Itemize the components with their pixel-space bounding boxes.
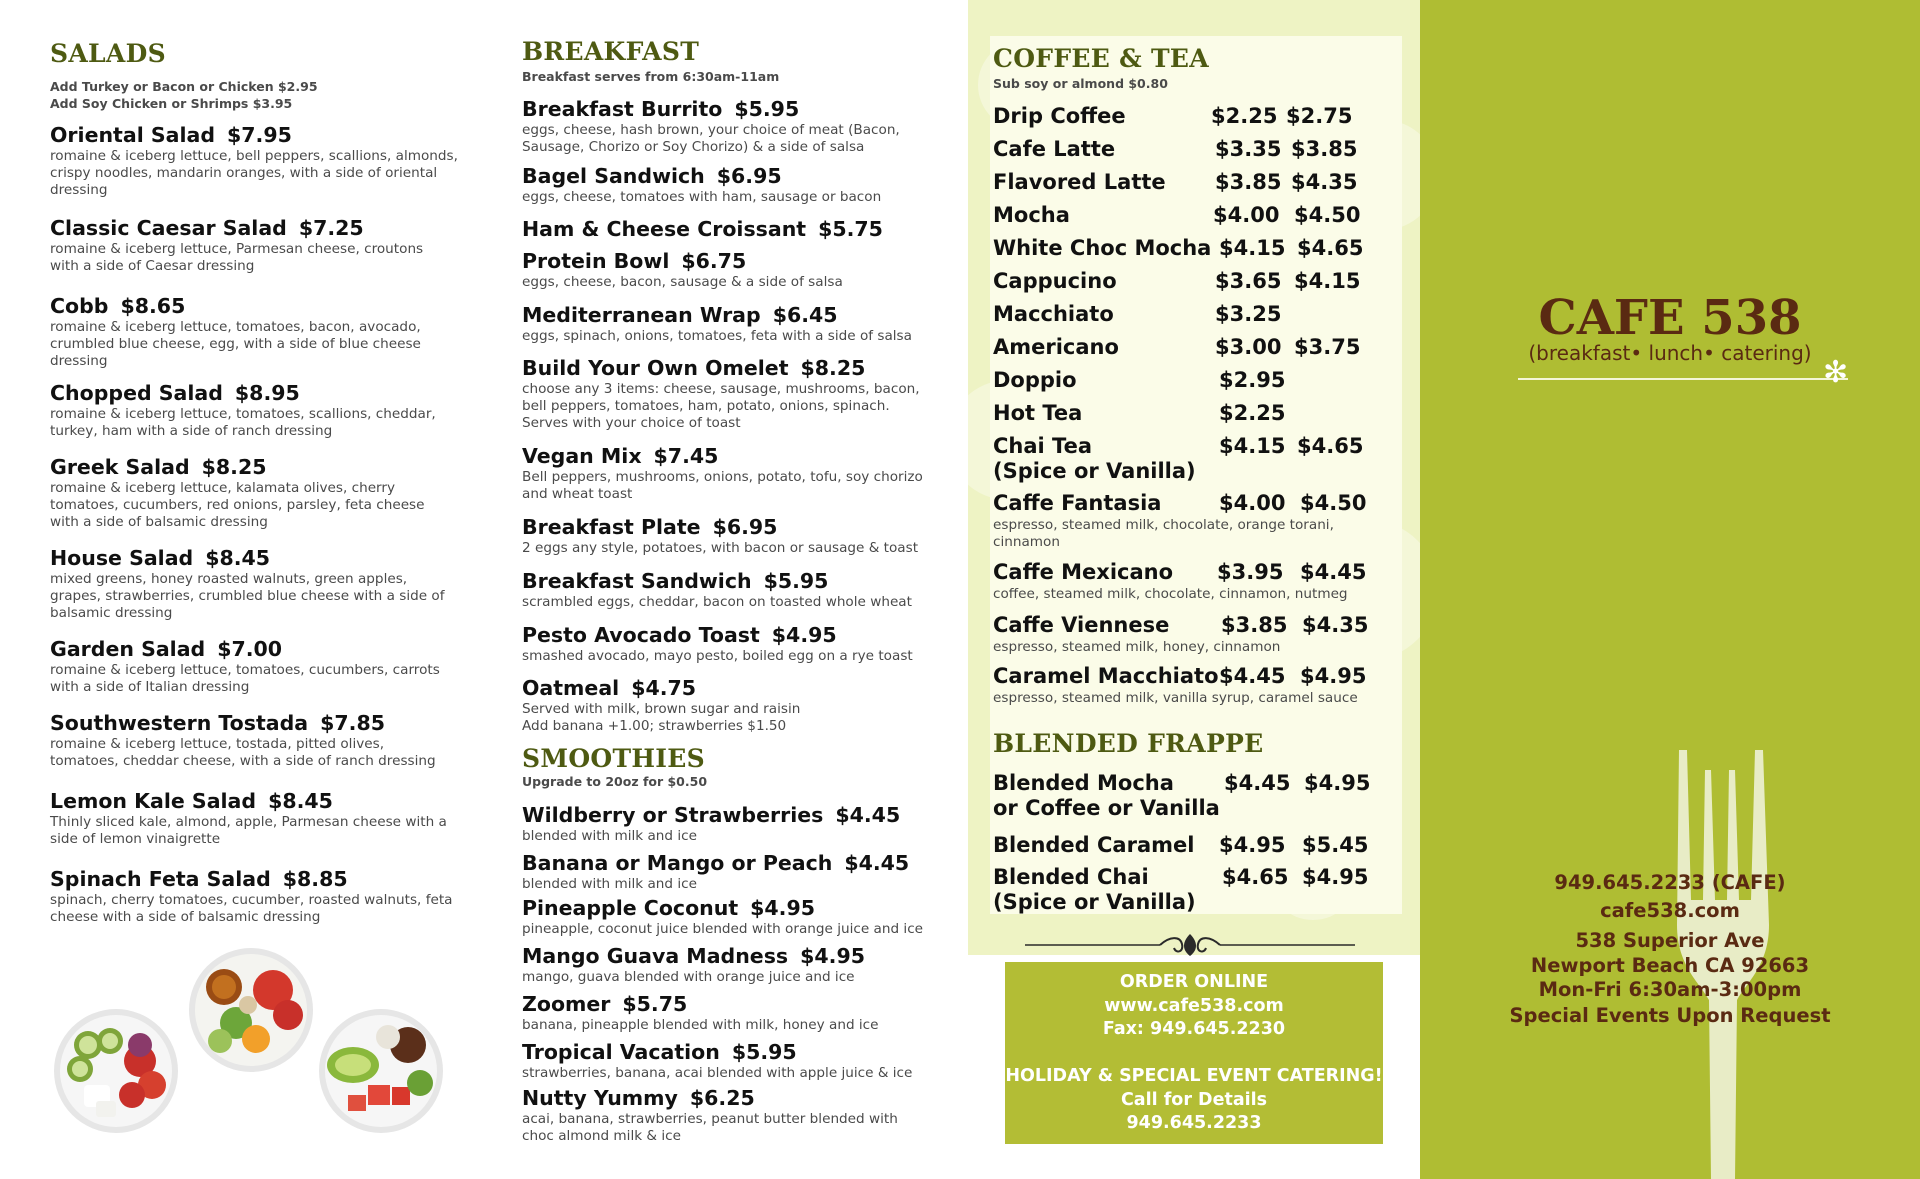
menu-item-title: Pesto Avocado Toast: [522, 623, 760, 647]
coffee-price-small: $3.95: [1217, 560, 1284, 584]
menu-item-description: mixed greens, honey roasted walnuts, green apples,: [50, 571, 408, 587]
menu-item-description: with a side of Caesar dressing: [50, 258, 255, 274]
coffee-price-small: $3.25: [1215, 302, 1282, 326]
menu-item-title: Mango Guava Madness: [522, 944, 789, 968]
coffee-item-name: Flavored Latte: [993, 170, 1166, 194]
menu-item-description: side of lemon vinaigrette: [50, 831, 221, 847]
coffee-item-name: Cappucino: [993, 269, 1117, 293]
coffee-title: COFFEE & TEA: [993, 44, 1209, 73]
menu-item-price: $4.95: [771, 623, 837, 647]
order-catering: HOLIDAY & SPECIAL EVENT CATERING!: [1005, 1066, 1383, 1086]
menu-item-price: $4.75: [631, 676, 697, 700]
menu-item-title: Breakfast Plate: [522, 515, 701, 539]
menu-item-description: romaine & iceberg lettuce, tostada, pitted olives,: [50, 736, 385, 752]
coffee-item-description: espresso, steamed milk, vanilla syrup, caramel sauce: [993, 690, 1358, 706]
menu-item-description: dressing: [50, 182, 108, 198]
coffee-price-small: $4.00: [1213, 203, 1280, 227]
menu-item-title: Classic Caesar Salad: [50, 216, 287, 240]
menu-item-name: [522, 943, 952, 969]
menu-item-description: cheese with a side of balsamic dressing: [50, 909, 321, 925]
menu-item-title: Wildberry or Strawberries: [522, 803, 824, 827]
frappe-item-name-line2: (Spice or Vanilla): [993, 890, 1196, 914]
menu-item: [522, 216, 952, 242]
smoothies-title: SMOOTHIES: [522, 744, 706, 773]
menu-item-description: blended with milk and ice: [522, 828, 697, 844]
menu-item-description: mango, guava blended with orange juice and ice: [522, 969, 855, 985]
menu-item-name: [522, 1085, 952, 1111]
menu-item-title: Build Your Own Omelet: [522, 356, 789, 380]
menu-item: [522, 514, 952, 557]
menu-item: [50, 710, 480, 770]
menu-item-name: [522, 443, 952, 469]
coffee-item-name: Drip Coffee: [993, 104, 1126, 128]
menu-item-price: $5.75: [622, 992, 688, 1016]
menu-item-description: balsamic dressing: [50, 605, 173, 621]
coffee-price-small: $2.25: [1211, 104, 1278, 128]
coffee-price-large: $4.50: [1294, 203, 1361, 227]
menu-item-price: $7.45: [653, 444, 719, 468]
menu-item-title: Greek Salad: [50, 455, 190, 479]
menu-item-name: [50, 636, 480, 662]
menu-item-description: scrambled eggs, cheddar, bacon on toasted whole wheat: [522, 594, 912, 610]
menu-item-title: Zoomer: [522, 992, 611, 1016]
menu-item: [522, 850, 952, 893]
menu-item-title: House Salad: [50, 546, 194, 570]
menu-item-price: $7.95: [227, 123, 292, 147]
menu-item-title: Cobb: [50, 294, 109, 318]
breakfast-title: BREAKFAST: [522, 37, 700, 66]
coffee-price-large: $2.75: [1286, 104, 1353, 128]
menu-item-price: $8.95: [234, 381, 300, 405]
frappe-title: BLENDED FRAPPE: [993, 729, 1264, 758]
coffee-price-large: $4.65: [1297, 434, 1364, 458]
menu-item: [50, 636, 480, 696]
menu-item-price: $8.25: [800, 356, 866, 380]
menu-item-name: [522, 622, 952, 648]
coffee-price-large: $4.65: [1297, 236, 1364, 260]
coffee-item-name: Cafe Latte: [993, 137, 1116, 161]
menu-item-title: Oatmeal: [522, 676, 620, 700]
brand-tagline: (breakfast• lunch• catering): [1528, 341, 1812, 365]
salads-addon: Add Soy Chicken or Shrimps $3.95: [50, 96, 293, 111]
order-website-link[interactable]: www.cafe538.com: [1104, 995, 1284, 1016]
coffee-item-name-line2: (Spice or Vanilla): [993, 459, 1196, 483]
salad-bowl-egg: [189, 948, 313, 1072]
menu-item-description: acai, banana, strawberries, peanut butter blended with: [522, 1111, 898, 1127]
menu-item-description: tomatoes, cheddar cheese, with a side of ranch dressing: [50, 753, 436, 769]
menu-item-name: [50, 454, 480, 480]
coffee-price-small: $4.00: [1219, 491, 1286, 515]
menu-item: [50, 788, 480, 848]
order-spacer: [1005, 1042, 1383, 1066]
frappe-item-name: Blended Caramel: [993, 833, 1195, 857]
menu-item-title: Protein Bowl: [522, 249, 670, 273]
coffee-item-name: Hot Tea: [993, 401, 1083, 425]
menu-item-description: eggs, cheese, hash brown, your choice of meat (Bacon,: [522, 122, 900, 138]
menu-item: [522, 895, 952, 938]
menu-item-name: [522, 302, 952, 328]
menu-item-description: Bell peppers, mushrooms, onions, potato, tofu, soy chorizo: [522, 469, 923, 485]
menu-item-name: [522, 96, 952, 122]
menu-item: [522, 163, 952, 206]
menu-item-title: Mediterranean Wrap: [522, 303, 761, 327]
order-fax: Fax: 949.645.2230: [1102, 1019, 1286, 1039]
menu-item-description: romaine & iceberg lettuce, tomatoes, scallions, cheddar,: [50, 406, 436, 422]
menu-item-price: $8.45: [268, 789, 333, 813]
menu-item-title: Oriental Salad: [50, 123, 215, 147]
salads-addons: [50, 78, 470, 112]
coffee-item-name: White Choc Mocha: [993, 236, 1212, 260]
menu-item-price: $5.95: [731, 1040, 797, 1064]
coffee-item-name: Macchiato: [993, 302, 1114, 326]
menu-item-price: $7.25: [298, 216, 364, 240]
menu-item: [522, 1085, 952, 1145]
menu-item: [522, 622, 952, 665]
coffee-price-small: $2.95: [1219, 368, 1286, 392]
menu-item: [50, 215, 480, 275]
coffee-item-name: Caffe Mexicano: [993, 560, 1174, 584]
coffee-item-name: Caffe Fantasia: [993, 491, 1162, 515]
menu-item: [522, 96, 952, 156]
menu-item-title: Lemon Kale Salad: [50, 789, 257, 813]
coffee-price-large: $3.85: [1291, 137, 1358, 161]
menu-item-description: with a side of Italian dressing: [50, 679, 250, 695]
brand-divider: [1518, 378, 1848, 380]
menu-item-description: smashed avocado, mayo pesto, boiled egg on a rye toast: [522, 648, 913, 664]
frappe-price-large: $4.95: [1302, 865, 1369, 889]
menu-item-price: $7.85: [320, 711, 385, 735]
menu-item-description: spinach, cherry tomatoes, cucumber, roasted walnuts, feta: [50, 892, 453, 908]
menu-item-name: [522, 163, 952, 189]
menu-item-title: Ham & Cheese Croissant: [522, 217, 807, 241]
order-online-box: [1005, 962, 1383, 1144]
menu-item-name: [522, 514, 952, 540]
menu-item-price: $6.25: [689, 1086, 755, 1110]
menu-item: [522, 568, 952, 611]
menu-item-description: crumbled blue cheese, egg, with a side of blue cheese: [50, 336, 421, 352]
menu-item-price: $6.45: [772, 303, 838, 327]
menu-item-name: [522, 1039, 952, 1065]
menu-item-description: eggs, cheese, tomatoes with ham, sausage or bacon: [522, 189, 882, 205]
frappe-price-small: $4.95: [1219, 833, 1286, 857]
coffee-price-small: $3.35: [1215, 137, 1282, 161]
coffee-price-small: $4.15: [1219, 434, 1286, 458]
frappe-item-name-line2: or Coffee or Vanilla: [993, 796, 1220, 820]
coffee-item-name: Chai Tea: [993, 434, 1092, 458]
menu-item-description: strawberries, banana, acai blended with apple juice & ice: [522, 1065, 913, 1081]
menu-item-name: [50, 293, 480, 319]
menu-item: [522, 248, 952, 291]
coffee-item-description: coffee, steamed milk, chocolate, cinnamon, nutmeg: [993, 586, 1348, 602]
menu-item-description: tomatoes, cucumbers, red onions, parsley, feta cheese: [50, 497, 425, 513]
menu-item-name: [522, 802, 952, 828]
coffee-item-name: Americano: [993, 335, 1119, 359]
menu-item-description: romaine & iceberg lettuce, tomatoes, bacon, avocado,: [50, 319, 421, 335]
menu-item-title: Breakfast Sandwich: [522, 569, 752, 593]
menu-item-price: $4.45: [844, 851, 910, 875]
brand-website[interactable]: cafe538.com: [1600, 899, 1740, 922]
coffee-price-large: $4.95: [1300, 664, 1367, 688]
menu-item-description: pineapple, coconut juice blended with orange juice and ice: [522, 921, 924, 937]
menu-item-title: Tropical Vacation: [522, 1040, 720, 1064]
menu-item: [522, 443, 952, 503]
menu-item-description: choc almond milk & ice: [522, 1128, 681, 1144]
menu-item-description: with a side of balsamic dressing: [50, 514, 268, 530]
frappe-price-large: $5.45: [1302, 833, 1369, 857]
coffee-item-description: espresso, steamed milk, honey, cinnamon: [993, 639, 1281, 655]
menu-item-description: romaine & iceberg lettuce, tomatoes, cucumbers, carrots: [50, 662, 440, 678]
brand-events: Special Events Upon Request: [1509, 1004, 1831, 1027]
menu-item-title: Garden Salad: [50, 637, 206, 661]
menu-item-title: Banana or Mango or Peach: [522, 851, 833, 875]
menu-item-price: $5.75: [818, 217, 883, 241]
coffee-price-small: $3.00: [1215, 335, 1282, 359]
order-line: ORDER ONLINE: [1119, 972, 1269, 992]
menu-item-name: [522, 248, 952, 274]
menu-item-name: [522, 991, 952, 1017]
menu-item-price: $8.65: [120, 294, 186, 318]
ornament-divider: [1020, 930, 1360, 960]
brand-phone[interactable]: 949.645.2233 (CAFE): [1554, 871, 1786, 894]
smoothies-subtitle: Upgrade to 20oz for $0.50: [522, 774, 708, 789]
salads-title: SALADS: [50, 39, 166, 68]
coffee-price-large: $3.75: [1294, 335, 1361, 359]
menu-item-price: $6.75: [681, 249, 747, 273]
coffee-item-description: espresso, steamed milk, chocolate, orange torani,: [993, 517, 1334, 533]
coffee-price-large: $4.35: [1302, 613, 1369, 637]
menu-item-price: $8.25: [201, 455, 267, 479]
brand-address-line1: 538 Superior Ave: [1575, 929, 1765, 952]
menu-item-name: [50, 866, 480, 892]
menu-item-description: 2 eggs any style, potatoes, with bacon or sausage & toast: [522, 540, 919, 556]
menu-item-description: dressing: [50, 353, 108, 369]
menu-item-title: Vegan Mix: [522, 444, 642, 468]
menu-item-description: Serves with your choice of toast: [522, 415, 741, 431]
coffee-price-large: $4.35: [1291, 170, 1358, 194]
coffee-item-name: Mocha: [993, 203, 1070, 227]
menu-item-name: [50, 215, 480, 241]
order-phone: 949.645.2233: [1126, 1113, 1262, 1133]
menu-item-description: grapes, strawberries, crumbled blue cheese with a side of: [50, 588, 445, 604]
menu-item-description: Sausage, Chorizo or Soy Chorizo) & a side of salsa: [522, 139, 865, 155]
menu-item-description: romaine & iceberg lettuce, Parmesan cheese, croutons: [50, 241, 424, 257]
menu-item: [522, 802, 952, 845]
menu-item-name: [522, 850, 952, 876]
menu-item: [50, 122, 480, 199]
menu-item: [50, 866, 480, 926]
brand-hours: Mon-Fri 6:30am-3:00pm: [1538, 978, 1802, 1001]
coffee-item-name: Doppio: [993, 368, 1077, 392]
asterisk-icon: ✻: [1823, 355, 1849, 390]
frappe-item-name: Blended Chai: [993, 865, 1149, 889]
breakfast-subtitle: Breakfast serves from 6:30am-11am: [522, 69, 780, 84]
menu-item-description: and wheat toast: [522, 486, 633, 502]
menu-item-price: $4.45: [835, 803, 901, 827]
menu-item-title: Pineapple Coconut: [522, 896, 739, 920]
coffee-price-small: $3.85: [1221, 613, 1288, 637]
menu-item-name: [522, 568, 952, 594]
menu-item: [50, 545, 480, 622]
salads-addon: Add Turkey or Bacon or Chicken $2.95: [50, 79, 318, 94]
menu-item-title: Nutty Yummy: [522, 1086, 678, 1110]
menu-item: [522, 675, 952, 735]
menu-item-description: romaine & iceberg lettuce, kalamata olives, cherry: [50, 480, 396, 496]
menu-item-name: [522, 675, 952, 701]
menu-item-title: Southwestern Tostada: [50, 711, 309, 735]
menu-item-title: Spinach Feta Salad: [50, 867, 271, 891]
coffee-price-small: $4.45: [1219, 664, 1286, 688]
menu-item-name: [50, 122, 480, 148]
salad-bowl-avocado: [319, 1009, 443, 1133]
brand-name: CAFE 538: [1538, 290, 1802, 346]
menu-item-title: Breakfast Burrito: [522, 97, 723, 121]
menu-item-description: eggs, spinach, onions, tomatoes, feta with a side of salsa: [522, 328, 912, 344]
salad-bowl-cucumber: [54, 1009, 178, 1133]
menu-item-price: $5.95: [734, 97, 800, 121]
menu-item: [50, 380, 480, 440]
menu-item-price: $6.95: [716, 164, 782, 188]
menu-item-description: eggs, cheese, bacon, sausage & a side of salsa: [522, 274, 843, 290]
coffee-item-name: Caffe Viennese: [993, 613, 1170, 637]
menu-item-description: Thinly sliced kale, almond, apple, Parmesan cheese with a: [50, 814, 447, 830]
menu-item-description: romaine & iceberg lettuce, bell peppers, scallions, almonds,: [50, 148, 458, 164]
menu-item: [522, 355, 952, 432]
coffee-item-description: cinnamon: [993, 534, 1060, 550]
menu-item-price: $4.95: [800, 944, 865, 968]
menu-item-title: Bagel Sandwich: [522, 164, 705, 188]
menu-item-name: [522, 895, 952, 921]
menu-item-description: bell peppers, tomatoes, ham, potato, onions, spinach.: [522, 398, 890, 414]
frappe-price-large: $4.95: [1304, 771, 1371, 795]
menu-item-price: $4.95: [750, 896, 815, 920]
menu-item-name: [522, 355, 952, 381]
brand-panel: [1420, 0, 1920, 1179]
menu-item-price: $5.95: [763, 569, 829, 593]
menu-item-description: choose any 3 items: cheese, sausage, mushrooms, bacon,: [522, 381, 920, 397]
menu-item-description: Served with milk, brown sugar and raisin: [522, 701, 801, 717]
menu-item: [522, 1039, 952, 1082]
brand-address-line2: Newport Beach CA 92663: [1530, 954, 1810, 977]
coffee-price-small: $3.65: [1215, 269, 1282, 293]
menu-item-title: Chopped Salad: [50, 381, 223, 405]
menu-item-description: Add banana +1.00; strawberries $1.50: [522, 718, 787, 734]
coffee-price-small: $4.15: [1219, 236, 1286, 260]
coffee-item-name: Caramel Macchiato: [993, 664, 1219, 688]
menu-item-name: [50, 710, 480, 736]
salad-bowls-image: [48, 945, 448, 1135]
coffee-price-small: $2.25: [1219, 401, 1286, 425]
menu-item-description: turkey, ham with a side of ranch dressing: [50, 423, 333, 439]
menu-item-price: $7.00: [217, 637, 283, 661]
coffee-price-large: $4.45: [1300, 560, 1367, 584]
menu-item: [522, 943, 952, 986]
order-call: Call for Details: [1120, 1089, 1268, 1110]
coffee-price-large: $4.15: [1294, 269, 1361, 293]
frappe-price-small: $4.65: [1222, 865, 1289, 889]
menu-item-description: banana, pineapple blended with milk, honey and ice: [522, 1017, 879, 1033]
menu-item-name: [50, 788, 480, 814]
coffee-price-small: $3.85: [1215, 170, 1282, 194]
coffee-price-large: $4.50: [1300, 491, 1367, 515]
menu-item-price: $6.95: [712, 515, 778, 539]
menu-item-name: [522, 216, 952, 242]
menu-item-description: crispy noodles, mandarin oranges, with a side of oriental: [50, 165, 438, 181]
menu-item-description: blended with milk and ice: [522, 876, 697, 892]
menu-item: [50, 293, 480, 370]
menu-item-price: $8.85: [282, 867, 348, 891]
coffee-subtitle: Sub soy or almond $0.80: [993, 76, 1168, 91]
menu-item-price: $8.45: [205, 546, 271, 570]
menu-item-name: [50, 380, 480, 406]
menu-item: [522, 302, 952, 345]
menu-item: [522, 991, 952, 1034]
menu-item: [50, 454, 480, 531]
frappe-price-small: $4.45: [1224, 771, 1291, 795]
menu-item-name: [50, 545, 480, 571]
frappe-item-name: Blended Mocha: [993, 771, 1174, 795]
